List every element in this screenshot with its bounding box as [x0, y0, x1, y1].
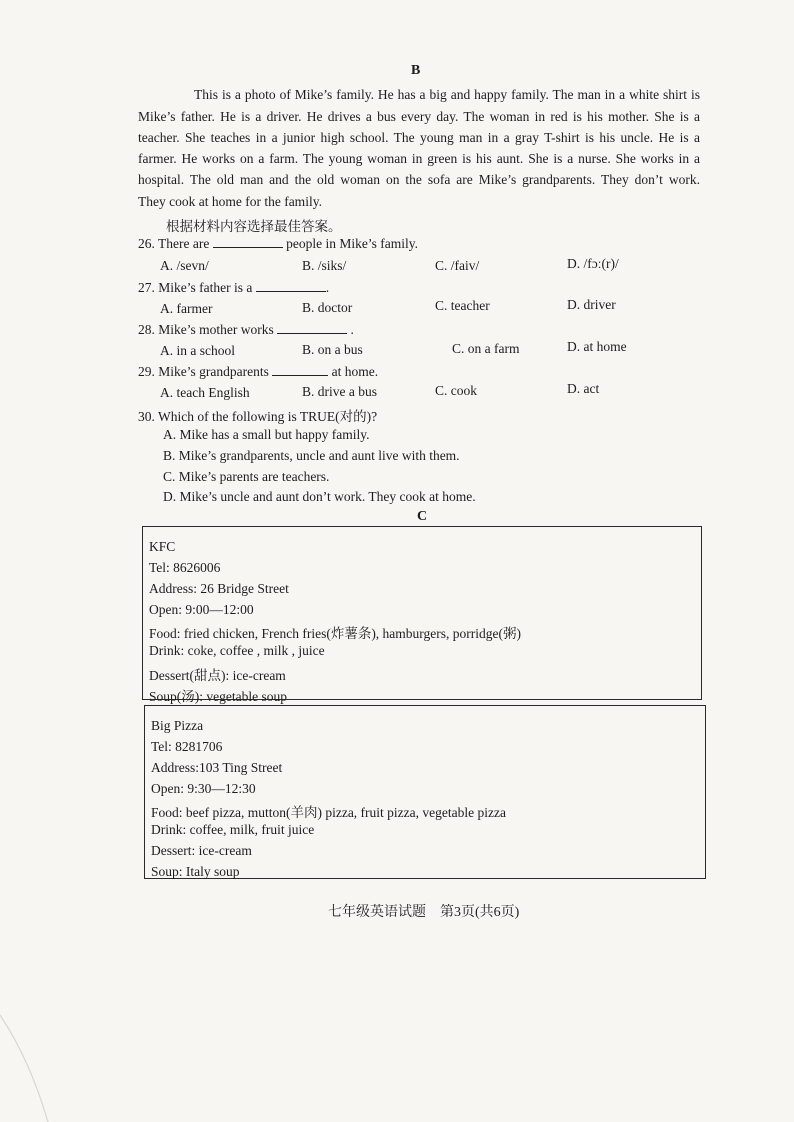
- option: B. doctor: [302, 300, 353, 315]
- answer-blank: [277, 332, 347, 334]
- option: A. in a school: [160, 343, 235, 358]
- restaurant-drink: Drink: coke, coffee , milk , juice: [149, 643, 325, 658]
- restaurant-name: KFC: [149, 539, 176, 554]
- scan-edge-curve: [0, 1010, 60, 1122]
- option: A. farmer: [160, 301, 213, 316]
- big-pizza-info-box: [144, 705, 706, 879]
- restaurant-tel: Tel: 8281706: [151, 739, 223, 754]
- restaurant-tel: Tel: 8626006: [149, 560, 221, 575]
- answer-blank: [272, 374, 328, 376]
- option: B. on a bus: [302, 342, 363, 357]
- option: C. cook: [435, 383, 477, 398]
- question-30: 30. Which of the following is TRUE(对的)?: [138, 409, 378, 424]
- section-b-letter: B: [411, 63, 421, 78]
- instruction: 根据材料内容选择最佳答案。: [166, 219, 342, 234]
- answer-blank: [256, 290, 326, 292]
- question-29: [138, 364, 378, 380]
- restaurant-dessert: Dessert(甜点): ice-cream: [149, 668, 286, 683]
- option: B. drive a bus: [302, 384, 377, 399]
- passage-line: They cook at home for the family.: [138, 194, 322, 209]
- option: D. driver: [567, 297, 616, 312]
- passage-line: farmer. He works on a farm. The young woman in green is his aunt. She is a nurse. She works in a: [138, 151, 700, 166]
- option: C. /faiv/: [435, 258, 480, 273]
- question-stem: 28. Mike’s mother works: [138, 322, 274, 337]
- restaurant-open: Open: 9:30—12:30: [151, 781, 256, 796]
- option: A. Mike has a small but happy family.: [163, 427, 370, 442]
- option: C. on a farm: [452, 341, 520, 356]
- question-stem: .: [350, 322, 354, 337]
- restaurant-food: Food: beef pizza, mutton(羊肉) pizza, fruit pizza, vegetable pizza: [151, 805, 506, 820]
- question-stem: at home.: [331, 364, 379, 379]
- option: D. act: [567, 381, 600, 396]
- option: C. Mike’s parents are teachers.: [163, 469, 330, 484]
- option: D. Mike’s uncle and aunt don’t work. They cook at home.: [163, 489, 476, 504]
- option: D. /fɔː(r)/: [567, 256, 619, 271]
- restaurant-address: Address:103 Ting Street: [151, 760, 283, 775]
- question-stem: 27. Mike’s father is a: [138, 280, 253, 295]
- passage-line: teacher. She teaches in a junior high school. The young man in a gray T-shirt is his uncle. He is a: [138, 130, 700, 145]
- option: B. Mike’s grandparents, uncle and aunt live with them.: [163, 448, 460, 463]
- question-stem: people in Mike’s family.: [286, 236, 418, 251]
- passage-line: This is a photo of Mike’s family. He has a big and happy family. The man in a white shirt is: [194, 87, 700, 102]
- option: A. teach English: [160, 385, 250, 400]
- restaurant-soup: Soup: Italy soup: [151, 864, 240, 879]
- question-27: [138, 280, 329, 296]
- section-c-letter: C: [417, 509, 428, 524]
- question-stem: .: [325, 280, 330, 295]
- option: D. at home: [567, 339, 627, 354]
- kfc-info-box: [142, 526, 702, 704]
- restaurant-soup: Soup(汤): vegetable soup: [149, 689, 287, 704]
- page-footer: 七年级英语试题 第3页(共6页): [328, 905, 520, 920]
- question-stem: 29. Mike’s grandparents: [138, 364, 269, 379]
- restaurant-name: Big Pizza: [151, 718, 204, 733]
- option: A. /sevn/: [160, 258, 209, 273]
- answer-blank: [213, 246, 283, 248]
- restaurant-dessert: Dessert: ice-cream: [151, 843, 252, 858]
- option: C. teacher: [435, 298, 490, 313]
- restaurant-food: Food: fried chicken, French fries(炸薯条), hamburgers, porridge(粥): [149, 626, 522, 641]
- restaurant-drink: Drink: coffee, milk, fruit juice: [151, 822, 315, 837]
- question-stem: 26. There are: [138, 236, 210, 251]
- restaurant-address: Address: 26 Bridge Street: [149, 581, 289, 596]
- option: B. /siks/: [302, 258, 347, 273]
- question-28: [138, 322, 354, 338]
- restaurant-open: Open: 9:00—12:00: [149, 602, 254, 617]
- passage-line: hospital. The old man and the old woman on the sofa are Mike’s grandparents. They don’t work.: [138, 172, 700, 187]
- question-26: [138, 236, 418, 252]
- passage-line: Mike’s father. He is a driver. He drives a bus every day. The woman in red is his mother. She is a: [138, 109, 700, 124]
